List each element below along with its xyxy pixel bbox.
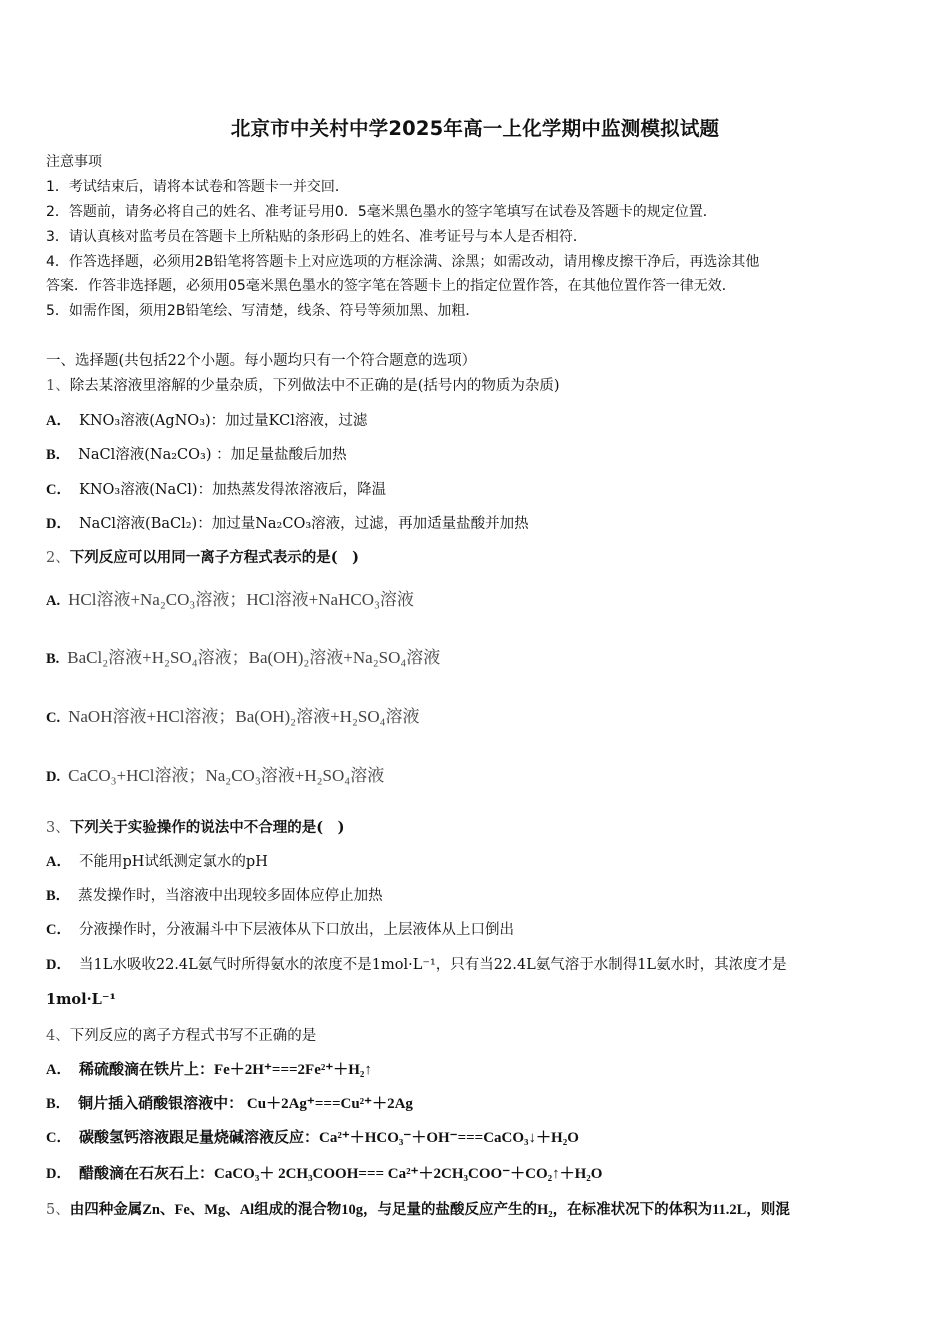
- option-c: [46, 1128, 579, 1148]
- option-text: 稀硫酸滴在铁片上：Fe＋2H⁺===2Fe²⁺＋H₂↑: [78, 1062, 372, 1078]
- question-stem: 由四种金属Zn、Fe、Mg、Al组成的混合物10g，与足量的盐酸反应产生的H₂，在标准状况下的体积为11.2L，则混: [69, 1202, 790, 1218]
- option-text: HCl溶液+Na₂CO₃溶液；HCl溶液+NaHCO₃溶液: [68, 590, 414, 609]
- option-text: KNO₃溶液(NaCl)：加热蒸发得浓溶液后，降温: [78, 482, 387, 498]
- notice-item: 3．请认真核对监考员在答题卡上所粘贴的条形码上的姓名、准考证号与本人是否相符．: [46, 229, 587, 245]
- option-b: [46, 445, 347, 465]
- option-label: C．: [46, 1130, 71, 1146]
- notice-item: 5．如需作图，须用2B铅笔绘、写清楚，线条、符号等须加黑、加粗．: [46, 303, 480, 319]
- option-b: [46, 886, 383, 906]
- notice-item: 答案．作答非选择题，必须用05毫米黑色墨水的签字笔在答题卡上的指定位置作答，在其他位置作答一律无效．: [46, 278, 736, 294]
- option-text: NaOH溶液+HCl溶液；Ba(OH)₂溶液+H₂SO₄溶液: [68, 707, 420, 726]
- option-label: D.: [46, 769, 61, 785]
- option-label: A.: [46, 593, 61, 609]
- question-4: [46, 1026, 316, 1046]
- notice-item: 2．答题前，请务必将自己的姓名、准考证号用0．5毫米黑色墨水的签字笔填写在试卷及答题卡的规定位置．: [46, 204, 717, 220]
- question-2: [46, 548, 359, 568]
- option-b: [46, 1094, 413, 1114]
- option-text: NaCl溶液(BaCl₂)：加过量Na₂CO₃溶液，过滤，再加适量盐酸并加热: [78, 516, 529, 532]
- option-b: [46, 648, 440, 669]
- option-d-continued: 1mol·L⁻¹: [46, 991, 116, 1008]
- option-a: [46, 411, 367, 431]
- option-a: [46, 852, 268, 872]
- option-text: KNO₃溶液(AgNO₃)：加过量KCl溶液，过滤: [78, 413, 368, 429]
- question-stem: 除去某溶液里溶解的少量杂质，下列做法中不正确的是(括号内的物质为杂质): [69, 378, 560, 394]
- option-d: [46, 1164, 602, 1184]
- option-c: [46, 920, 514, 940]
- option-text: CaCO₃+HCl溶液；Na₂CO₃溶液+H₂SO₄溶液: [68, 766, 385, 785]
- option-label: D．: [46, 1166, 71, 1182]
- option-label: C.: [46, 710, 61, 726]
- question-stem: 下列反应的离子方程式书写不正确的是: [69, 1028, 317, 1044]
- notice-item: 4．作答选择题，必须用2B铅笔将答题卡上对应选项的方框涂满、涂黑；如需改动，请用橡皮擦干净后，再选涂其他: [46, 254, 760, 270]
- notice-item: 1．考试结束后，请将本试卷和答题卡一并交回．: [46, 179, 349, 195]
- option-text: 碳酸氢钙溶液跟足量烧碱溶液反应：Ca²⁺＋HCO₃⁻＋OH⁻===CaCO₃↓＋H₂O: [78, 1130, 579, 1146]
- option-label: A．: [46, 854, 71, 870]
- question-number: 1、: [46, 378, 70, 394]
- question-1: [46, 376, 560, 396]
- option-c: [46, 707, 420, 728]
- option-label: C．: [46, 922, 71, 938]
- option-text: 蒸发操作时，当溶液中出现较多固体应停止加热: [78, 888, 383, 904]
- option-label: B．: [46, 447, 71, 463]
- option-label: A．: [46, 1062, 71, 1078]
- option-d: [46, 766, 384, 787]
- option-label: B.: [46, 651, 60, 667]
- option-text: NaCl溶液(Na₂CO₃) ：加足量盐酸后加热: [78, 447, 347, 463]
- question-number: 2、: [46, 550, 70, 566]
- option-label: D．: [46, 957, 71, 973]
- option-label: B．: [46, 1096, 71, 1112]
- option-label: A．: [46, 413, 71, 429]
- option-text: 当1L水吸收22.4L氨气时所得氨水的浓度不是1mol·L⁻¹，只有当22.4L氨气溶于水制得1L氨水时，其浓度才是: [78, 957, 787, 973]
- option-a: [46, 590, 414, 611]
- option-a: [46, 1060, 372, 1080]
- notice-heading: 注意事项: [46, 154, 102, 170]
- section-heading: 一、选择题(共包括22个小题。每小题均只有一个符合题意的选项）: [46, 353, 477, 369]
- option-text: 醋酸滴在石灰石上：CaCO₃＋ 2CH₃COOH=== Ca²⁺＋2CH₃COO⁻＋CO₂↑＋H₂O: [78, 1166, 603, 1182]
- option-d: [46, 955, 787, 975]
- question-3: [46, 818, 344, 838]
- question-number: 5、: [46, 1202, 70, 1218]
- question-stem: 下列关于实验操作的说法中不合理的是( ): [69, 819, 345, 836]
- option-text: 铜片插入硝酸银溶液中： Cu＋2Ag⁺===Cu²⁺＋2Ag: [78, 1096, 413, 1112]
- option-label: C．: [46, 482, 71, 498]
- option-text: 不能用pH试纸测定氯水的pH: [78, 854, 268, 870]
- page-title: 北京市中关村中学2025年高一上化学期中监测模拟试题: [230, 117, 720, 140]
- option-text: BaCl₂溶液+H₂SO₄溶液；Ba(OH)₂溶液+Na₂SO₄溶液: [67, 648, 441, 667]
- option-c: [46, 480, 386, 500]
- question-number: 4、: [46, 1028, 70, 1044]
- option-d: [46, 514, 529, 534]
- question-number: 3、: [46, 820, 70, 836]
- option-label: D．: [46, 516, 71, 532]
- question-stem: 下列反应可以用同一离子方程式表示的是( ): [69, 549, 359, 566]
- option-text: 分液操作时，分液漏斗中下层液体从下口放出，上层液体从上口倒出: [78, 922, 514, 938]
- question-5: [46, 1200, 790, 1220]
- option-label: B．: [46, 888, 71, 904]
